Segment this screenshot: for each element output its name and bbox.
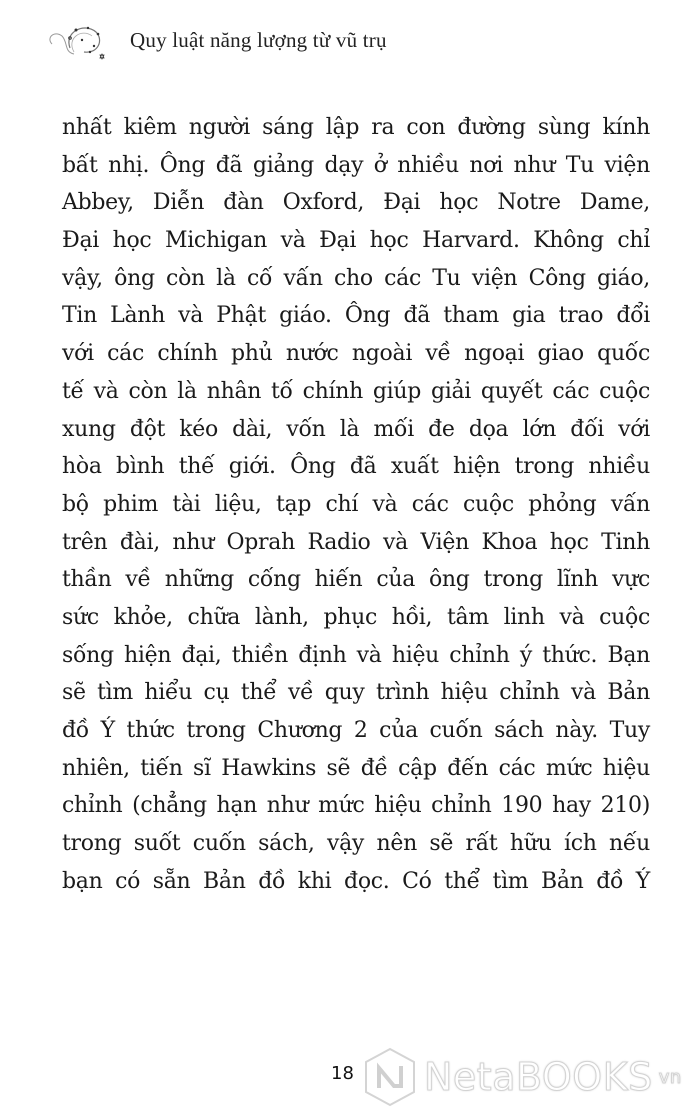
book-title: Quy luật năng lượng từ vũ trụ (130, 27, 387, 52)
text-line: thần về những cống hiến của ông trong lĩnh vực (62, 567, 650, 593)
running-header (44, 18, 387, 62)
text-line: hòa bình thế giới. Ông đã xuất hiện trong nhiều (62, 454, 650, 480)
swirl-stars-icon (44, 18, 124, 62)
netabooks-hexagon-logo-icon (362, 1046, 418, 1108)
watermark-brand: NetaBOOKS (424, 1055, 653, 1099)
page-number: 18 (331, 1063, 354, 1084)
text-line: chỉnh (chẳng hạn như mức hiệu chỉnh 190 hay 210) (62, 793, 650, 819)
text-line: trên đài, như Oprah Radio và Viện Khoa học Tinh (62, 529, 650, 555)
text-line: sẽ tìm hiểu cụ thể về quy trình hiệu chỉnh và Bản (62, 680, 650, 706)
text-line: Đại học Michigan và Đại học Harvard. Không chỉ (62, 228, 650, 254)
text-line: bạn có sẵn Bản đồ khi đọc. Có thể tìm Bản đồ Ý (62, 868, 650, 894)
text-line: bộ phim tài liệu, tạp chí và các cuộc phỏng vấn (62, 491, 650, 517)
text-line: đồ Ý thức trong Chương 2 của cuốn sách này. Tuy (62, 718, 650, 743)
text-line: trong suốt cuốn sách, vậy nên sẽ rất hữu ích nếu (62, 831, 650, 857)
text-line: Abbey, Diễn đàn Oxford, Đại học Notre Dame, (62, 190, 650, 216)
text-line: với các chính phủ nước ngoài về ngoại giao quốc (62, 341, 650, 367)
text-line: Tin Lành và Phật giáo. Ông đã tham gia trao đổi (62, 303, 650, 329)
page-body-text (62, 109, 650, 900)
text-line: xung đột kéo dài, vốn là mối đe dọa lớn đối với (62, 416, 650, 442)
text-line: sức khỏe, chữa lành, phục hồi, tâm linh và cuộc (62, 604, 650, 630)
text-line: nhất kiêm người sáng lập ra con đường sùng kính (62, 115, 650, 140)
text-line: nhiên, tiến sĩ Hawkins sẽ đề cập đến các mức hiệu (62, 755, 650, 781)
text-line: sống hiện đại, thiền định và hiệu chỉnh ý thức. Bạn (62, 642, 650, 668)
text-line: tế và còn là nhân tố chính giúp giải quyết các cuộc (62, 378, 650, 404)
text-line: vậy, ông còn là cố vấn cho các Tu viện Công giáo, (62, 265, 650, 291)
text-line: bất nhị. Ông đã giảng dạy ở nhiều nơi như Tu viện (62, 152, 650, 178)
watermark (362, 1046, 682, 1108)
watermark-suffix: vn (658, 1066, 682, 1088)
